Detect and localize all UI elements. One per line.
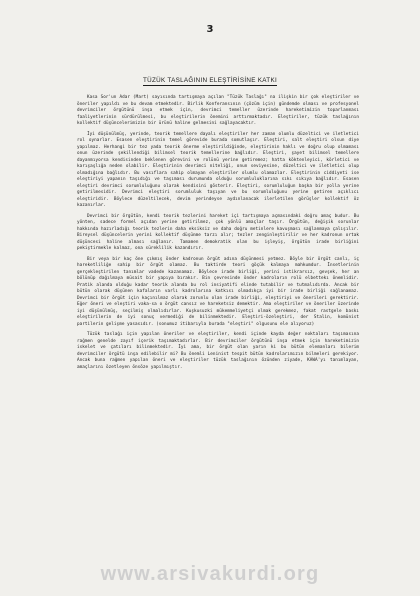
article-title-text: TÜZÜK TASLAĞININ ELEŞTİRİSİNE KATKI <box>142 77 277 84</box>
archive-watermark: www.arsivakurdi.org <box>100 563 320 585</box>
paragraph-2: İyi düşünülmüş, yerinde, teorik temellere dayalı eleştiriler her zaman olumlu düzeltici ve iletletici rol oynarlar. Esasen eleştirinin temel görevide burada somutlaşır. Eleştiri, salt eleştiri olsun diye yapılmaz. Herhangi bir tez yada teorik önerme eleştirildiğinde, eleştirinin haklı ve doğru olup olmaması onun üzerinde şekillendiği bilimsel teorik temellerine bağlıdır. Eleştiri, şayet bilimsel temellere dayanmıyorsa kendisinden beklenen görevini ve rolünü yerine getiremez; hatta köktenleyici, körletici ve karışaşlığa neden olabilir. Eleştirinin devrimci niteliği, onun seviyesine, düzeltici ve iletletici olup olmadığına bağlıdır. Bu vasıflara sahip olmayan eleştiriler olumlu olamazlar. Eleştirinin ciddiyeti ise eleştiriyi yapanın taşıdığı ve taşıması durumunda olduğu sorumluluklarına sıkı sıkıya bağlıdır. Esasen eleştiri devrimci sorumluluğunu olarak kendisini gösterir. Eleştiri, sorumluluğun başka bir yolla yerine getirilmesidir. Devrimci eleştiri sorumluluk taşıyan ve bu sorumluluğunu yerine getiren açıklıcı eleştiridir. Böylece düzeltilecek, devim yerindeyse aydınlanacak ilerletilen görüşler kollektif öz kazanırlar. <box>77 131 359 208</box>
paragraph-1: Kasa Sor'un Adar (Mart) sayısında tartışmaya açılan "Tüzük Taslağı" na ilişkin bir çok eleştiriler ve öneriler yapıldı ve bu devam etmektedir. Birlik Konferansının (çözüm için) gündemde olması ve profesyonel devrimciler örgütünü inşa etmek için, devrimci temeller üzerinde hareketimizin toparlanması faaliyetlerinin sürdürülmesi, bu eleştirilerin önemini arttırmaktadır. Eleştiriler, tüzük taslağının kollektif düşüncelerimizin bir ürünü haline gelmesini sağlayacaktır. <box>77 95 359 126</box>
article-title <box>0 77 420 84</box>
paragraph-5: Tüzük taslağı için yapılan öneriler ve eleştiriler, kendi içinde kayda değer noktaları taşımasına rağmen genelde zayıf içerik taşımaktadırlar. Bir devrimciler örgütünü inşa etmek için hareketimizin iskelet ve çatıları bilinmektedir. İyi ama, bir örgüt olan yarın ki bu bütün elemanları bilerim devrimciler örgütü inşa edilebilir mi? Bu önemli Leninist tespit bütün kadrolarımızın bilmeleri gerekiyor. Ancak buna rağmen yapılan öneri ve eleştiriler tüzük taslağının özünden ziyade, KAWA'yı tanımlayan, amaçlarını özetleyen önsöze yapılmıştır. <box>77 332 359 370</box>
paragraph-4: Bir veya bir kaç öne çıkmış önder kadronun örgüt adına düşünmesi yetmez. Böyle bir örgüt canlı, iç hareketliliğe sahip bir örgüt olamaz. Bu taktirde teori göçük kalmaya mahkumdur. İnsetlerinin gerçekleştirilen tanımlar vadede kazanamaz. Böylece irade birliği, yerini istikrarsız, gevşek, her an bölünüp dağılmaya müsait bir yapıya bırakır. Bin çevresinde önder kadroların rolü elbettekı önemlidir. Pratik alanda olduğu kadar teorik alanda bu rol insiyatifi elinde tutabilir ve tutmalıdırda. Ancak bir bütün olarak düşünen kafaların varlı kadrolarına katkısı olmadıkça iyi bir irade birliği sağlanamaz. Devrimci bir örgüt için kaçınılmaz olarak zorunlu olan irade birliği, eleştiriyi ve önerileri gerektirir. Eğer öneri ve eleştiri vaka-sa o örgüt cansız ve hareketsiz demektir. Ama eleştiriler ve öneriler üzerinde iyi düşünülmüş, seçilmiş olmalıdırlar. Kuşkusuzki mükemmeliyetçi olmak gerekmez, fakat rastgele baskı eleştirilerin de iyi sonuç vermediği de bilinmektedir. Eleştiri-özeleştiri, der Stalin, komünist partilerin gelişme yasasıdır. (sonumuz itibarıyla burada "eleştiri" olgusunu ele alıyoruz) <box>77 256 359 327</box>
page-number: 3 <box>206 24 214 35</box>
article-body <box>77 95 359 375</box>
paragraph-3: Devrimci bir örgütün, kendi teorik tezlerini hareket içi tartışmaya açmasındaki doğru amaç budur. Bu yönten, sadece formel açıdan yerine getirilmez, çok yönlü amaçlar taşır. Örgütün, değişik sorunlar hakkında hazırladığı teorik tezlerin daha eksiksiz ve daha doğru metinlere kavuşması sağlanmaya çalışılır. Bireysel düşüncelerin yerini kollektif düşünme tarzı alır; tezler zenginleştirilir ve her kadronun ortak düşüncesi haline alması sağlanır. Tamamen demokratik olan bu işleyiş, örgütün irade birliğini pekiştirmekle kalmaz, ona süreklilik kazandırır. <box>77 213 359 251</box>
